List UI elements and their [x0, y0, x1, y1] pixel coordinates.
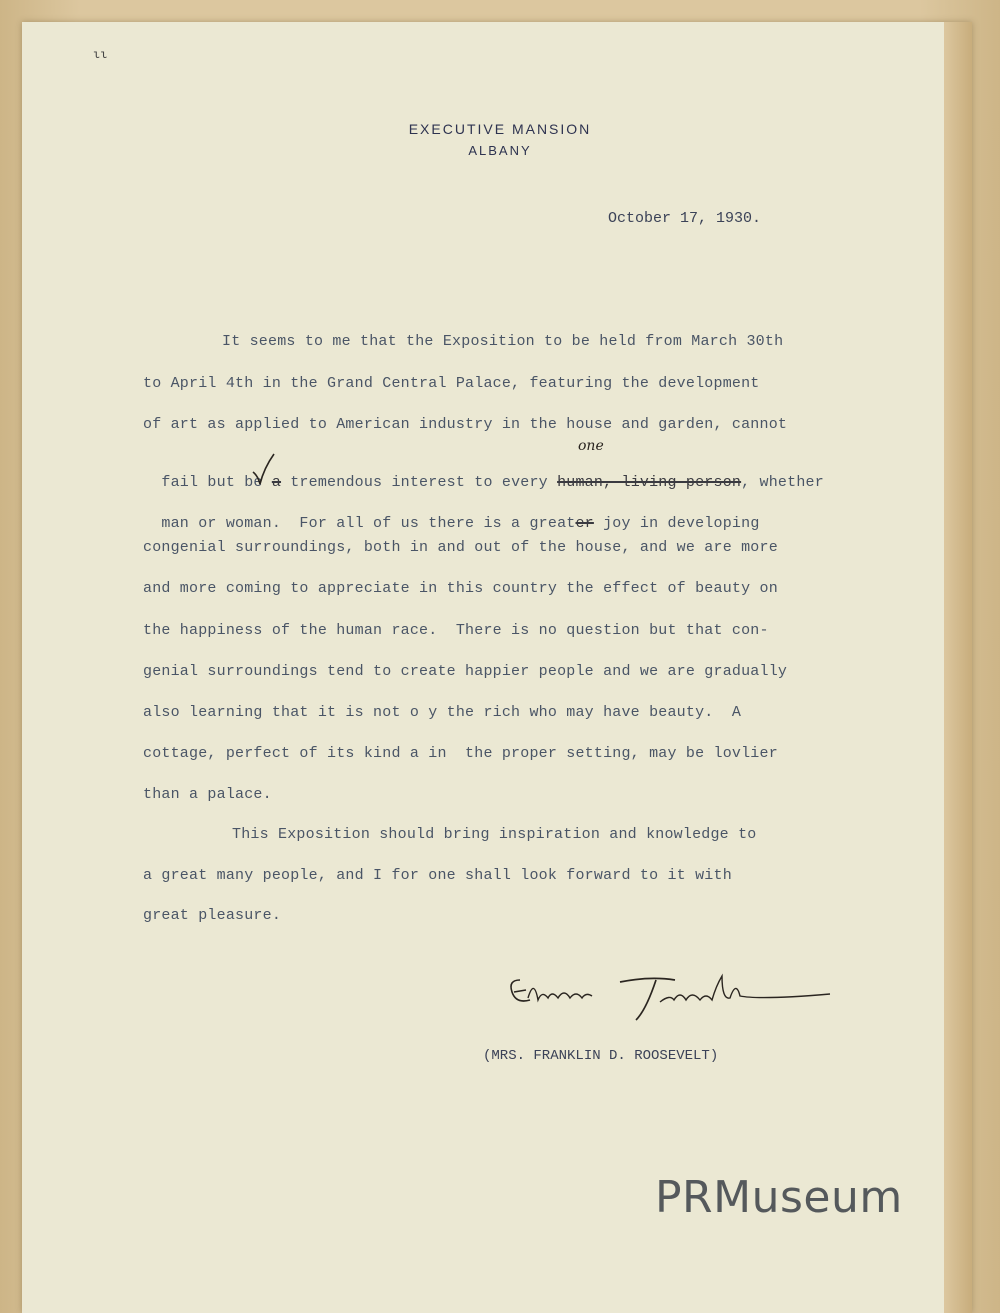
handwritten-check-mark — [250, 452, 276, 488]
body-line: to April 4th in the Grand Central Palace, featuring the development — [143, 375, 760, 392]
sheet-edge — [944, 22, 972, 1313]
body-line-edited — [143, 498, 760, 532]
body-line-edited — [143, 457, 824, 491]
body-line: This Exposition should bring inspiration and knowledge to — [232, 826, 757, 843]
body-line: congenial surroundings, both in and out of the house, and we are more — [143, 539, 778, 556]
body-line: than a palace. — [143, 786, 272, 803]
struck-text: er — [575, 515, 594, 532]
handwritten-insert: one — [578, 438, 604, 454]
letterhead-city: ALBANY — [468, 143, 532, 158]
text-span: tremendous interest to every — [281, 474, 558, 491]
body-line: of art as applied to American industry in the house and garden, cannot — [143, 416, 788, 433]
text-span: joy in developing — [593, 515, 760, 532]
watermark-text: PRMuseum — [655, 1172, 903, 1223]
text-span: fail but be — [161, 474, 272, 491]
body-line: the happiness of the human race. There is no question but that con- — [143, 622, 769, 639]
typed-signature: (MRS. FRANKLIN D. ROOSEVELT) — [483, 1048, 719, 1064]
text-span: , whether — [741, 474, 824, 491]
ink-mark: ιι — [93, 48, 108, 62]
struck-text: a — [271, 474, 282, 491]
body-line: genial surroundings tend to create happier people and we are gradually — [143, 663, 788, 680]
body-line: great pleasure. — [143, 907, 282, 924]
body-line: also learning that it is not o y the rich who may have beauty. A — [143, 704, 742, 721]
body-line: a great many people, and I for one shall look forward to it with — [143, 867, 732, 884]
letter-date: October 17, 1930. — [608, 210, 762, 227]
body-line: and more coming to appreciate in this country the effect of beauty on — [143, 580, 778, 597]
letterhead-title: EXECUTIVE MANSION — [408, 121, 592, 137]
struck-text: human, living person — [557, 474, 742, 491]
body-line: cottage, perfect of its kind a in the proper setting, may be lovlier — [143, 745, 778, 762]
handwritten-signature — [460, 950, 840, 1030]
body-line: It seems to me that the Exposition to be held from March 30th — [222, 333, 784, 350]
text-span: man or woman. For all of us there is a great — [161, 515, 576, 532]
